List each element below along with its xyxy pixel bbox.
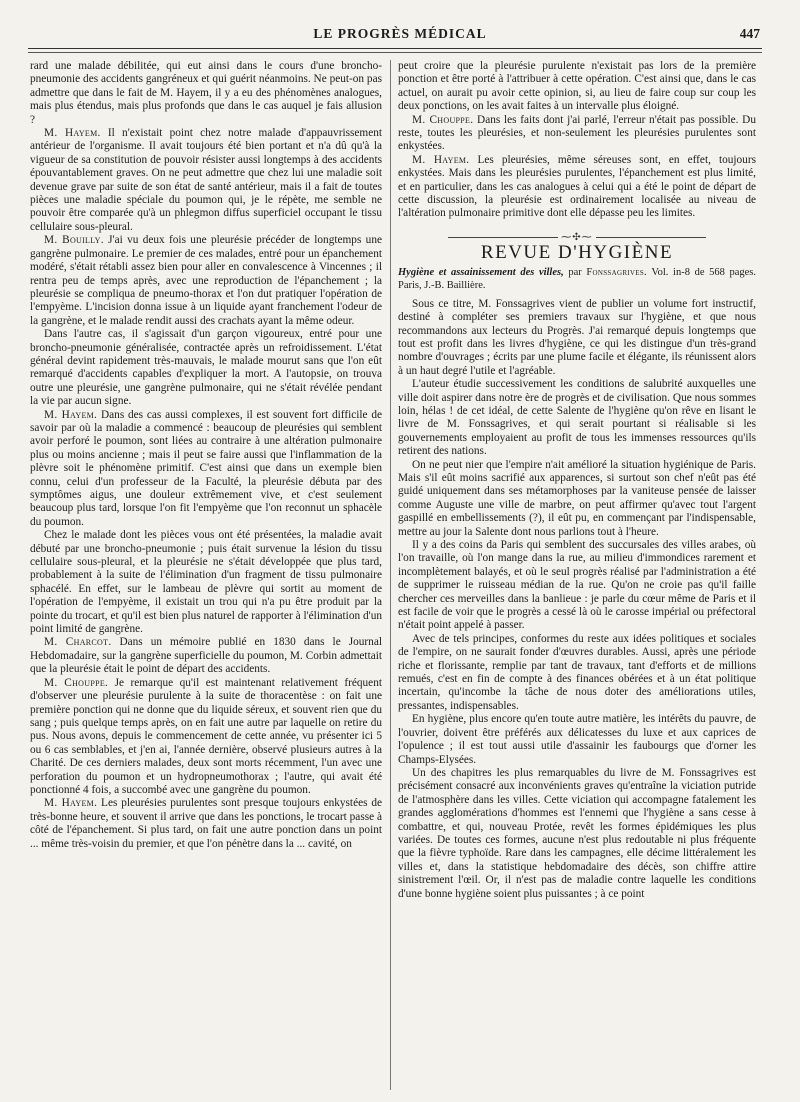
paragraph-text: Il n'existait point chez notre malade d'appauvrissement antérieur de l'organisme. Il avait toujours été bien portant et n'a dû qu'à la vigueur de sa constitution de pouvoir résister aussi longtemps à des accidents épouvantablement graves. On ne peut admettre que chez lui une maladie soit devenue grave par suite de son état de santé antérieur, mais il a fait de toutes pièces une maladie spéciale du poumon qui, je le répète, me semble ne pouvoir être comparée qu'à un phlegmon diffus superficiel occupant le tissu cellulaire sous-pleural. [30, 127, 382, 233]
paragraph [30, 234, 382, 328]
paragraph [30, 60, 382, 127]
paragraph-text: Un des chapitres les plus remarquables du livre de M. Fonssagrives est précisément consacré aux inconvénients graves qu'entraîne la viciation putride de l'atmosphère dans les villes. Cette viciation qui accompagne fatalement les grandes agglomérations d'hommes est l'ennemi que l'hygiène a sans cesse à combattre, et qui, nouveau Protée, revêt les formes épidémiques les plus variées. De toutes ces formes, aucune n'est plus redoutable ni plus fréquente que la fièvre typhoïde. Rare dans les campagnes, elle décime littéralement les villes et, dans la statistique hebdomadaire des décès, son chiffre attire sinistrement l'œil. Or, il n'est pas de maladie contre laquelle les conditions d'une bonne hygiène soient plus puissantes ; à ce point [398, 766, 756, 900]
paragraph-text: Je remarque qu'il est maintenant relativement fréquent d'observer une pleurésie purulente à la suite de thoracentèse : on fait une première ponction qui ne donne que du liquide séreux, et souvent rien que du sang ; puis quelque temps après, on en fait une autre par laquelle on retire du pus. Nous avons, depuis le commencement de cette année, vu présenter ici 5 ou 6 cas semblables, et j'en ai, l'année dernière, observé plusieurs autres à la Charité. De ces derniers malades, deux sont morts récemment, l'un avec une perforation du poumon et un hydropneumothorax ; l'autre, qui avait été ponctionné 4 fois, a succombé avec une gangrène du poumon. [30, 676, 382, 796]
book-by: par [563, 266, 587, 278]
left-column [30, 60, 382, 851]
speaker-name: M. Hayem. [412, 153, 470, 166]
paragraph-text: Les pleurésies purulentes sont presque toujours enkystées de très-bonne heure, et souvent il arrive que dans les ponctions, le trocart passe à côté de l'épanchement. Si plus tard, on fait une autre ponction dans un point ... même très-voisin du premier, et que l'on pénètre dans la ... cavité, on [30, 797, 382, 850]
book-details: Vol. in-8 de 568 pages. Paris, J.-B. Baillière. [398, 266, 756, 291]
paragraph [398, 378, 756, 458]
paragraph-text: rard une malade débilitée, qui eut ainsi dans le cours d'une broncho-pneumonie des accidents gangréneux et qui guérit néanmoins. Ne peut-on pas admettre que dans le fait de M. Hayem, il y a eu des phénomènes analogues, mais plus étendus, mais plus profonds que dans le cas auquel je fais allusion ? [30, 60, 382, 126]
paragraph-text: Dans l'autre cas, il s'agissait d'un garçon vigoureux, entré pour une broncho-pneumonie généralisée, contractée après un refroidissement. L'état général devint rapidement très-mauvais, le malade mourut sans que l'on eût remarqué d'accidents capables d'expliquer la mort. A l'autopsie, on trouva outre une pleurésie, une gangrène pulmonaire, qui ne s'était révélée pendant la vie par aucun signe. [30, 328, 382, 408]
book-author: Fonssagrives. [586, 266, 647, 278]
header-rule [28, 48, 762, 49]
paragraph-text: peut croire que la pleurésie purulente n'existait pas lors de la première ponction et être porté à l'attribuer à cette opération. C'est ainsi que, dans le cas actuel, on aurait pu avoir cette opinion, si, au lieu de faire coup sur coup les deux ponctions, on les avait faites à un intervalle plus éloigné. [398, 60, 756, 113]
paragraph-text: Dans les faits dont j'ai parlé, l'erreur n'était pas possible. Du reste, toutes les pleurésies, et non-seulement les pleurésies purulentes sont enkystées. [398, 113, 756, 153]
section-ornament: ⁓✣⁓ [398, 231, 756, 244]
paragraph [30, 529, 382, 636]
paragraph [398, 298, 756, 378]
paragraph-text: Dans des cas aussi complexes, il est souvent fort difficile de savoir par où la maladie a commencé : beaucoup de pleurésies qui semblent avoir perforé le poumon, sont liées au contraire à une altération pulmonaire plus ou moins ancienne ; mais il peut se faire aussi que l'inflammation de la plèvre soit le phénomène primitif. C'est ainsi que dans un exemple bien connu, celui d'un professeur de la Faculté, la pleurésie débuta par des symptômes aigus, une douleur extrêmement vive, et c'est seulement beaucoup plus tard, lorsque l'on fit l'empyème que l'on reconnut un sphacèle du poumon. [30, 408, 382, 528]
paragraph-text: Avec de tels principes, conformes du reste aux idées politiques et sociales de l'empire, on ne saurait fonder d'œuvres durables. Aussi, après une période riche et florissante, remplie par tant de travaux, tant d'efforts et de millions remués, c'est en fin de compte à des finances obérées et à un état politique incertain, qu'incombe la tâche de nous doter des améliorations utiles, pressantes, indispensables. [398, 632, 756, 712]
journal-title: LE PROGRÈS MÉDICAL [313, 26, 487, 41]
paragraph [30, 677, 382, 798]
hygiene-review-body [398, 298, 756, 901]
paragraph [398, 114, 756, 154]
right-column [398, 60, 756, 901]
paragraph-text: J'ai vu deux fois une pleurésie précéder de longtemps une gangrène pulmonaire. Le premier de ces malades, entré pour un épanchement modéré, s'était rétabli assez bien pour aller en convalescence à Vincennes ; il rentra peu de temps après, avec une reproduction de l'épanchement ; la pleurésie se compliqua de pneumo-thorax et l'on dut pratiquer l'opération de l'empyème. L'incision donna issue à un liquide ayant franchement l'odeur de la gangrène, et le malade rendit aussi des crachats ayant la même odeur. [30, 234, 382, 327]
book-reference [398, 266, 756, 292]
paragraph [398, 459, 756, 539]
paragraph-text: On ne peut nier que l'empire n'ait amélioré la situation hygiénique de Paris. Mais s'il eût moins sacrifié aux apparences, si surtout son chef n'eût pas été guidé uniquement dans ses métamorphoses par la vaniteuse pensée de laisser comme Auguste une ville de marbre, on peut affirmer qu'avec tout l'argent gaspillé en embellissements (?), il eût pu, en commençant par l'indispensable, mettre au jour la Salente dont nous parlions tout à l'heure. [398, 458, 756, 538]
paragraph [30, 636, 382, 676]
section-title: REVUE D'HYGIÈNE [480, 242, 674, 264]
speaker-name: M. Hayem. [44, 797, 98, 810]
paragraph [30, 328, 382, 408]
paragraph [398, 633, 756, 713]
paragraph [398, 767, 756, 901]
paragraph [30, 409, 382, 530]
paragraph-text: Les pleurésies, même séreuses sont, en effet, toujours enkystées. Mais dans les pleurésies purulentes, l'épanchement est plus limité, et en particulier, dans les cas analogues à celui qui a été le point de départ de cette discussion, la pleurésie est ordinairement localisée au niveau de l'altération pulmonaire primitive dont elle dépasse peu les limites. [398, 153, 756, 220]
paragraph [398, 713, 756, 767]
column-divider [390, 60, 391, 1090]
paragraph-text: L'auteur étudie successivement les conditions de salubrité auxquelles une ville doit aspirer dans notre ère de progrès et de civilisation. Que nous sommes loin, hélas ! de cet idéal, de cette Salente de l'hygiène qu'on rêve en lisant le livre de M. Fonssagrives, et qui serait pourtant si réalisable si les gouvernements employaient au profit de tous les immenses ressources qu'ils retirent des nations. [398, 378, 756, 458]
speaker-name: M. Chouppe. [412, 113, 474, 126]
discussion-continued [398, 60, 756, 221]
speaker-name: M. Bouilly. [44, 234, 104, 247]
paragraph-text: Chez le malade dont les pièces vous ont été présentées, la maladie avait débuté par une broncho-pneumonie ; puis était survenue la lésion du tissu cellulaire sous-pleural, et la pleurésie ne s'était développée que plus tard, probablement à la suite de l'élimination d'un fragment de tissu pulmonaire sphacélé. En effet, sur le lambeau de plèvre qui sortit au moment de l'opération de l'empyème, il existait un trou qui n'a pu être produit par la pointe du trocart, et qu'il est bien plus naturel de rapporter à l'élimination d'un point limité de gangrène. [30, 529, 382, 636]
running-head [0, 24, 800, 46]
paragraph-text: Il y a des coins da Paris qui semblent des succursales des villes arabes, où l'on travaille, où l'on mange dans la rue, au milieu d'immondices rarement et incomplètement balayés, et où le seul progrès réalisé par l'administration a été de supprimer le ruisseau médian de la rue. Qu'on ne croie pas qu'il faille chercher ces merveilles dans la banlieue : je parle du cœur même de Paris et il est facile de voir que le progrès a cessé là où le carosse impérial ou préfectoral n'était point appelé à passer. [398, 539, 756, 632]
book-title: Hygiène et assainissement des villes, [398, 266, 564, 278]
paragraph-text: Dans un mémoire publié en 1830 dans le Journal Hebdomadaire, sur la gangrène superficielle du poumon, M. Corbin admettait que la pleurésie était le point de départ des accidents. [30, 636, 382, 676]
speaker-name: M. Hayem. [44, 408, 98, 421]
paragraph [398, 154, 756, 221]
speaker-name: M. Charcot. [44, 636, 112, 649]
paragraph-text: En hygiène, plus encore qu'en toute autre matière, les intérêts du pauvre, de l'ouvrier, doivent être préférés aux délicatesses du luxe et aux caprices de l'opulence ; il est tout aussi utile d'assainir les faubourgs que d'orner les Champs-Elysées. [398, 713, 756, 766]
page-number: 447 [739, 26, 760, 41]
paragraph-text: Sous ce titre, M. Fonssagrives vient de publier un volume fort instructif, destiné à compléter ses premiers travaux sur l'hygiène, et que nous recommandons aux lecteurs du Progrès. J'ai remarqué depuis longtemps que tout est profit dans les livres d'hygiène, ce qui les distingue d'un très-grand nombre d'ouvrages ; écrits par une plume facile et élégante, ils réunissent alors à un haut degré l'utile et l'agréable. [398, 297, 756, 377]
paragraph [398, 60, 756, 114]
paragraph [30, 127, 382, 234]
speaker-name: M. Hayem. [44, 127, 101, 140]
speaker-name: M. Chouppe. [44, 676, 109, 689]
paragraph [398, 539, 756, 633]
paragraph [30, 797, 382, 851]
header-rule-thin [28, 52, 762, 53]
